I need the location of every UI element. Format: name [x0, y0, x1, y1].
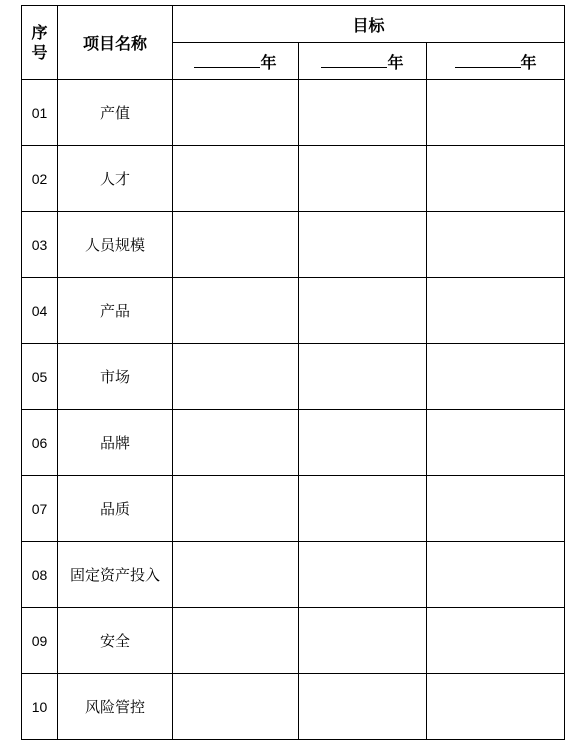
- target-cell[interactable]: [427, 542, 565, 608]
- year-suffix: 年: [260, 52, 277, 72]
- target-cell[interactable]: [427, 146, 565, 212]
- row-item-name: 风险管控: [58, 674, 173, 740]
- row-seq: 10: [22, 674, 58, 740]
- target-cell[interactable]: [427, 212, 565, 278]
- row-seq: 07: [22, 476, 58, 542]
- target-cell[interactable]: [427, 410, 565, 476]
- year-blank-line[interactable]: [455, 53, 521, 68]
- target-cell[interactable]: [299, 542, 427, 608]
- target-cell[interactable]: [299, 410, 427, 476]
- target-cell[interactable]: [173, 146, 299, 212]
- row-seq: 01: [22, 80, 58, 146]
- header-target: 目标: [173, 6, 565, 43]
- header-seq-line1: 序: [31, 22, 48, 42]
- table-row: [22, 674, 565, 740]
- header-seq-line2: 号: [31, 42, 48, 62]
- target-cell[interactable]: [173, 80, 299, 146]
- target-cell[interactable]: [173, 476, 299, 542]
- row-item-name: 市场: [58, 344, 173, 410]
- year-suffix: 年: [520, 52, 537, 72]
- row-item-name: 产值: [58, 80, 173, 146]
- table-row: [22, 278, 565, 344]
- target-cell[interactable]: [427, 80, 565, 146]
- row-seq: 04: [22, 278, 58, 344]
- row-item-name: 产品: [58, 278, 173, 344]
- year-column-3[interactable]: [427, 43, 565, 80]
- target-cell[interactable]: [427, 278, 565, 344]
- target-cell[interactable]: [299, 278, 427, 344]
- target-cell[interactable]: [299, 212, 427, 278]
- table-row: [22, 146, 565, 212]
- target-cell[interactable]: [173, 344, 299, 410]
- row-item-name: 品牌: [58, 410, 173, 476]
- row-item-name: 固定资产投入: [58, 542, 173, 608]
- table-row: [22, 212, 565, 278]
- table-row: [22, 80, 565, 146]
- target-cell[interactable]: [299, 608, 427, 674]
- target-cell[interactable]: [299, 344, 427, 410]
- target-cell[interactable]: [427, 476, 565, 542]
- table-row: [22, 410, 565, 476]
- year-column-2[interactable]: [299, 43, 427, 80]
- target-cell[interactable]: [427, 608, 565, 674]
- year-column-1[interactable]: [173, 43, 299, 80]
- header-seq: [22, 6, 58, 80]
- row-seq: 03: [22, 212, 58, 278]
- target-table: [21, 5, 565, 740]
- target-cell[interactable]: [427, 344, 565, 410]
- header-item-name: 项目名称: [58, 6, 173, 80]
- row-seq: 06: [22, 410, 58, 476]
- target-cell[interactable]: [173, 542, 299, 608]
- row-seq: 09: [22, 608, 58, 674]
- target-cell[interactable]: [299, 146, 427, 212]
- year-suffix: 年: [387, 52, 404, 72]
- table-row: [22, 542, 565, 608]
- target-cell[interactable]: [173, 212, 299, 278]
- row-item-name: 人员规模: [58, 212, 173, 278]
- target-cell[interactable]: [299, 476, 427, 542]
- row-seq: 08: [22, 542, 58, 608]
- table-row: [22, 476, 565, 542]
- row-item-name: 安全: [58, 608, 173, 674]
- row-item-name: 人才: [58, 146, 173, 212]
- target-cell[interactable]: [427, 674, 565, 740]
- year-blank-line[interactable]: [194, 53, 260, 68]
- table-row: [22, 608, 565, 674]
- target-cell[interactable]: [299, 80, 427, 146]
- target-cell[interactable]: [173, 410, 299, 476]
- target-cell[interactable]: [173, 608, 299, 674]
- target-cell[interactable]: [173, 278, 299, 344]
- target-cell[interactable]: [173, 674, 299, 740]
- year-blank-line[interactable]: [321, 53, 387, 68]
- table-row: [22, 344, 565, 410]
- target-table-sheet: [21, 5, 565, 740]
- row-seq: 02: [22, 146, 58, 212]
- target-cell[interactable]: [299, 674, 427, 740]
- row-item-name: 品质: [58, 476, 173, 542]
- row-seq: 05: [22, 344, 58, 410]
